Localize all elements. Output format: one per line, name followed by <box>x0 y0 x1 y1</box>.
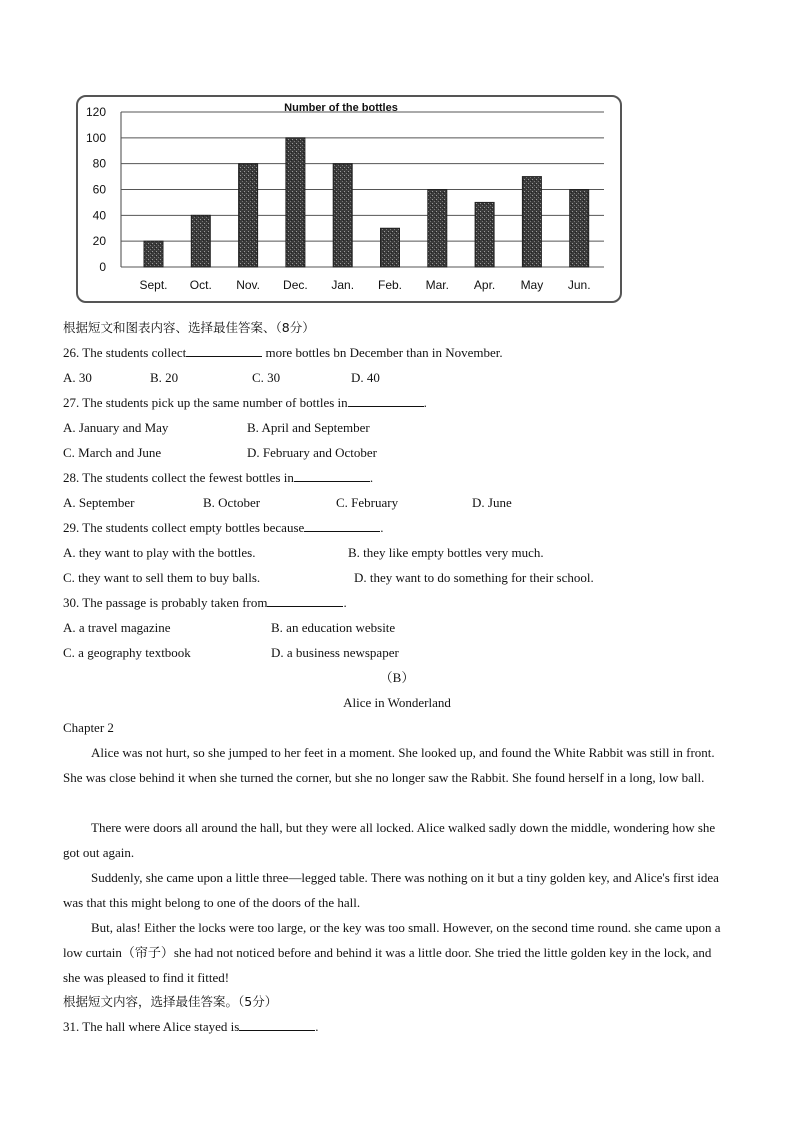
section-b-label: （B） <box>379 670 415 685</box>
option-26c[interactable]: C. 30 <box>252 370 281 385</box>
chapter-heading: Chapter 2 <box>63 720 114 735</box>
bar-feb <box>381 228 400 267</box>
paragraph-2: There were doors all around the hall, but they were all locked. Alice walked sadly down the middle, wondering how she got out again. <box>63 820 716 860</box>
option-29a[interactable]: A. they want to play with the bottles. <box>63 545 256 560</box>
bar-nov <box>239 164 258 267</box>
x-tick-label: Dec. <box>283 278 308 292</box>
bar-chart <box>76 95 622 303</box>
y-tick-label: 20 <box>92 234 106 249</box>
option-26b[interactable]: B. 20 <box>150 370 179 385</box>
option-29d[interactable]: D. they want to do something for their school. <box>354 570 594 585</box>
passage-title: Alice in Wonderland <box>343 695 451 710</box>
answer-blank-27[interactable] <box>348 395 424 407</box>
section1-instruction: 根据短文和图表内容、选择最佳答案、（8分） <box>63 320 315 335</box>
x-tick-label: Mar. <box>425 278 449 292</box>
option-26a[interactable]: A. 30 <box>63 370 92 385</box>
x-tick-label: May <box>520 278 544 292</box>
x-tick-label: Sept. <box>139 278 168 292</box>
y-tick-label: 40 <box>92 208 106 223</box>
option-29c[interactable]: C. they want to sell them to buy balls. <box>63 570 261 585</box>
y-tick-label: 60 <box>92 182 106 197</box>
bar-sept <box>144 241 163 267</box>
bar-dec <box>286 138 305 267</box>
x-tick-label: Apr. <box>473 278 496 292</box>
option-27d[interactable]: D. February and October <box>247 445 377 460</box>
bar-apr <box>475 202 494 267</box>
x-tick-label: Nov. <box>236 278 260 292</box>
question-31: 31. The hall where Alice stayed is . <box>63 1019 319 1034</box>
question-28: 28. The students collect the fewest bottles in . <box>63 470 374 485</box>
x-tick-label: Feb. <box>377 278 403 292</box>
question-26: 26. The students collect more bottles bn December than in November. <box>63 345 503 360</box>
option-30a[interactable]: A. a travel magazine <box>63 620 171 635</box>
bar-may <box>522 177 541 267</box>
option-30d[interactable]: D. a business newspaper <box>271 645 399 660</box>
bar-oct <box>191 215 210 267</box>
option-28d[interactable]: D. June <box>472 495 512 510</box>
paragraph-1: Alice was not hurt, so she jumped to her feet in a moment. She looked up, and found the White Rabbit was still in front. She was close behind it when she turned the corner, but she no longer saw the Rabbit. She found herself in a long, low ball. <box>63 745 715 785</box>
question-30: 30. The passage is probably taken from . <box>63 595 347 610</box>
option-26d[interactable]: D. 40 <box>351 370 380 385</box>
answer-blank-30[interactable] <box>267 595 343 607</box>
bar-mar <box>428 190 447 268</box>
paragraph-3: Suddenly, she came upon a little three—legged table. There was nothing on it but a tiny golden key, and Alice's first idea was that this might belong to one of the doors of the hall. <box>63 870 719 910</box>
x-tick-label: Jun. <box>567 278 591 292</box>
paragraph-4: But, alas! Either the locks were too large, or the key was too small. However, on the second time round. she came upon a low curtain（帘子）she had not noticed before and behind it was a little door. She tried the little golden key in the lock, and she was pleased to find it fitted! <box>63 920 721 985</box>
option-28b[interactable]: B. October <box>203 495 261 510</box>
x-tick-label: Jan. <box>331 278 355 292</box>
option-30c[interactable]: C. a geography textbook <box>63 645 191 660</box>
answer-blank-26[interactable] <box>186 345 262 357</box>
y-tick-label: 80 <box>92 156 106 171</box>
question-27: 27. The students pick up the same number of bottles in . <box>63 395 427 410</box>
option-27c[interactable]: C. March and June <box>63 445 162 460</box>
question-29: 29. The students collect empty bottles because . <box>63 520 384 535</box>
option-27b[interactable]: B. April and September <box>247 420 370 435</box>
bar-jun <box>570 190 589 268</box>
bar-jan <box>333 164 352 267</box>
answer-blank-31[interactable] <box>239 1019 315 1031</box>
section-b-instruction: 根据短文内容，选择最佳答案。（5分） <box>63 994 278 1009</box>
option-30b[interactable]: B. an education website <box>271 620 396 635</box>
chart-title: Number of the bottles <box>284 102 398 114</box>
option-28a[interactable]: A. September <box>63 495 135 510</box>
answer-blank-28[interactable] <box>294 470 370 482</box>
y-tick-label: 120 <box>85 105 106 119</box>
x-tick-label: Oct. <box>189 278 212 292</box>
option-29b[interactable]: B. they like empty bottles very much. <box>348 545 544 560</box>
y-tick-label: 0 <box>99 260 106 274</box>
y-tick-label: 100 <box>85 130 106 145</box>
option-27a[interactable]: A. January and May <box>63 420 169 435</box>
option-28c[interactable]: C. February <box>336 495 399 510</box>
answer-blank-29[interactable] <box>304 520 380 532</box>
